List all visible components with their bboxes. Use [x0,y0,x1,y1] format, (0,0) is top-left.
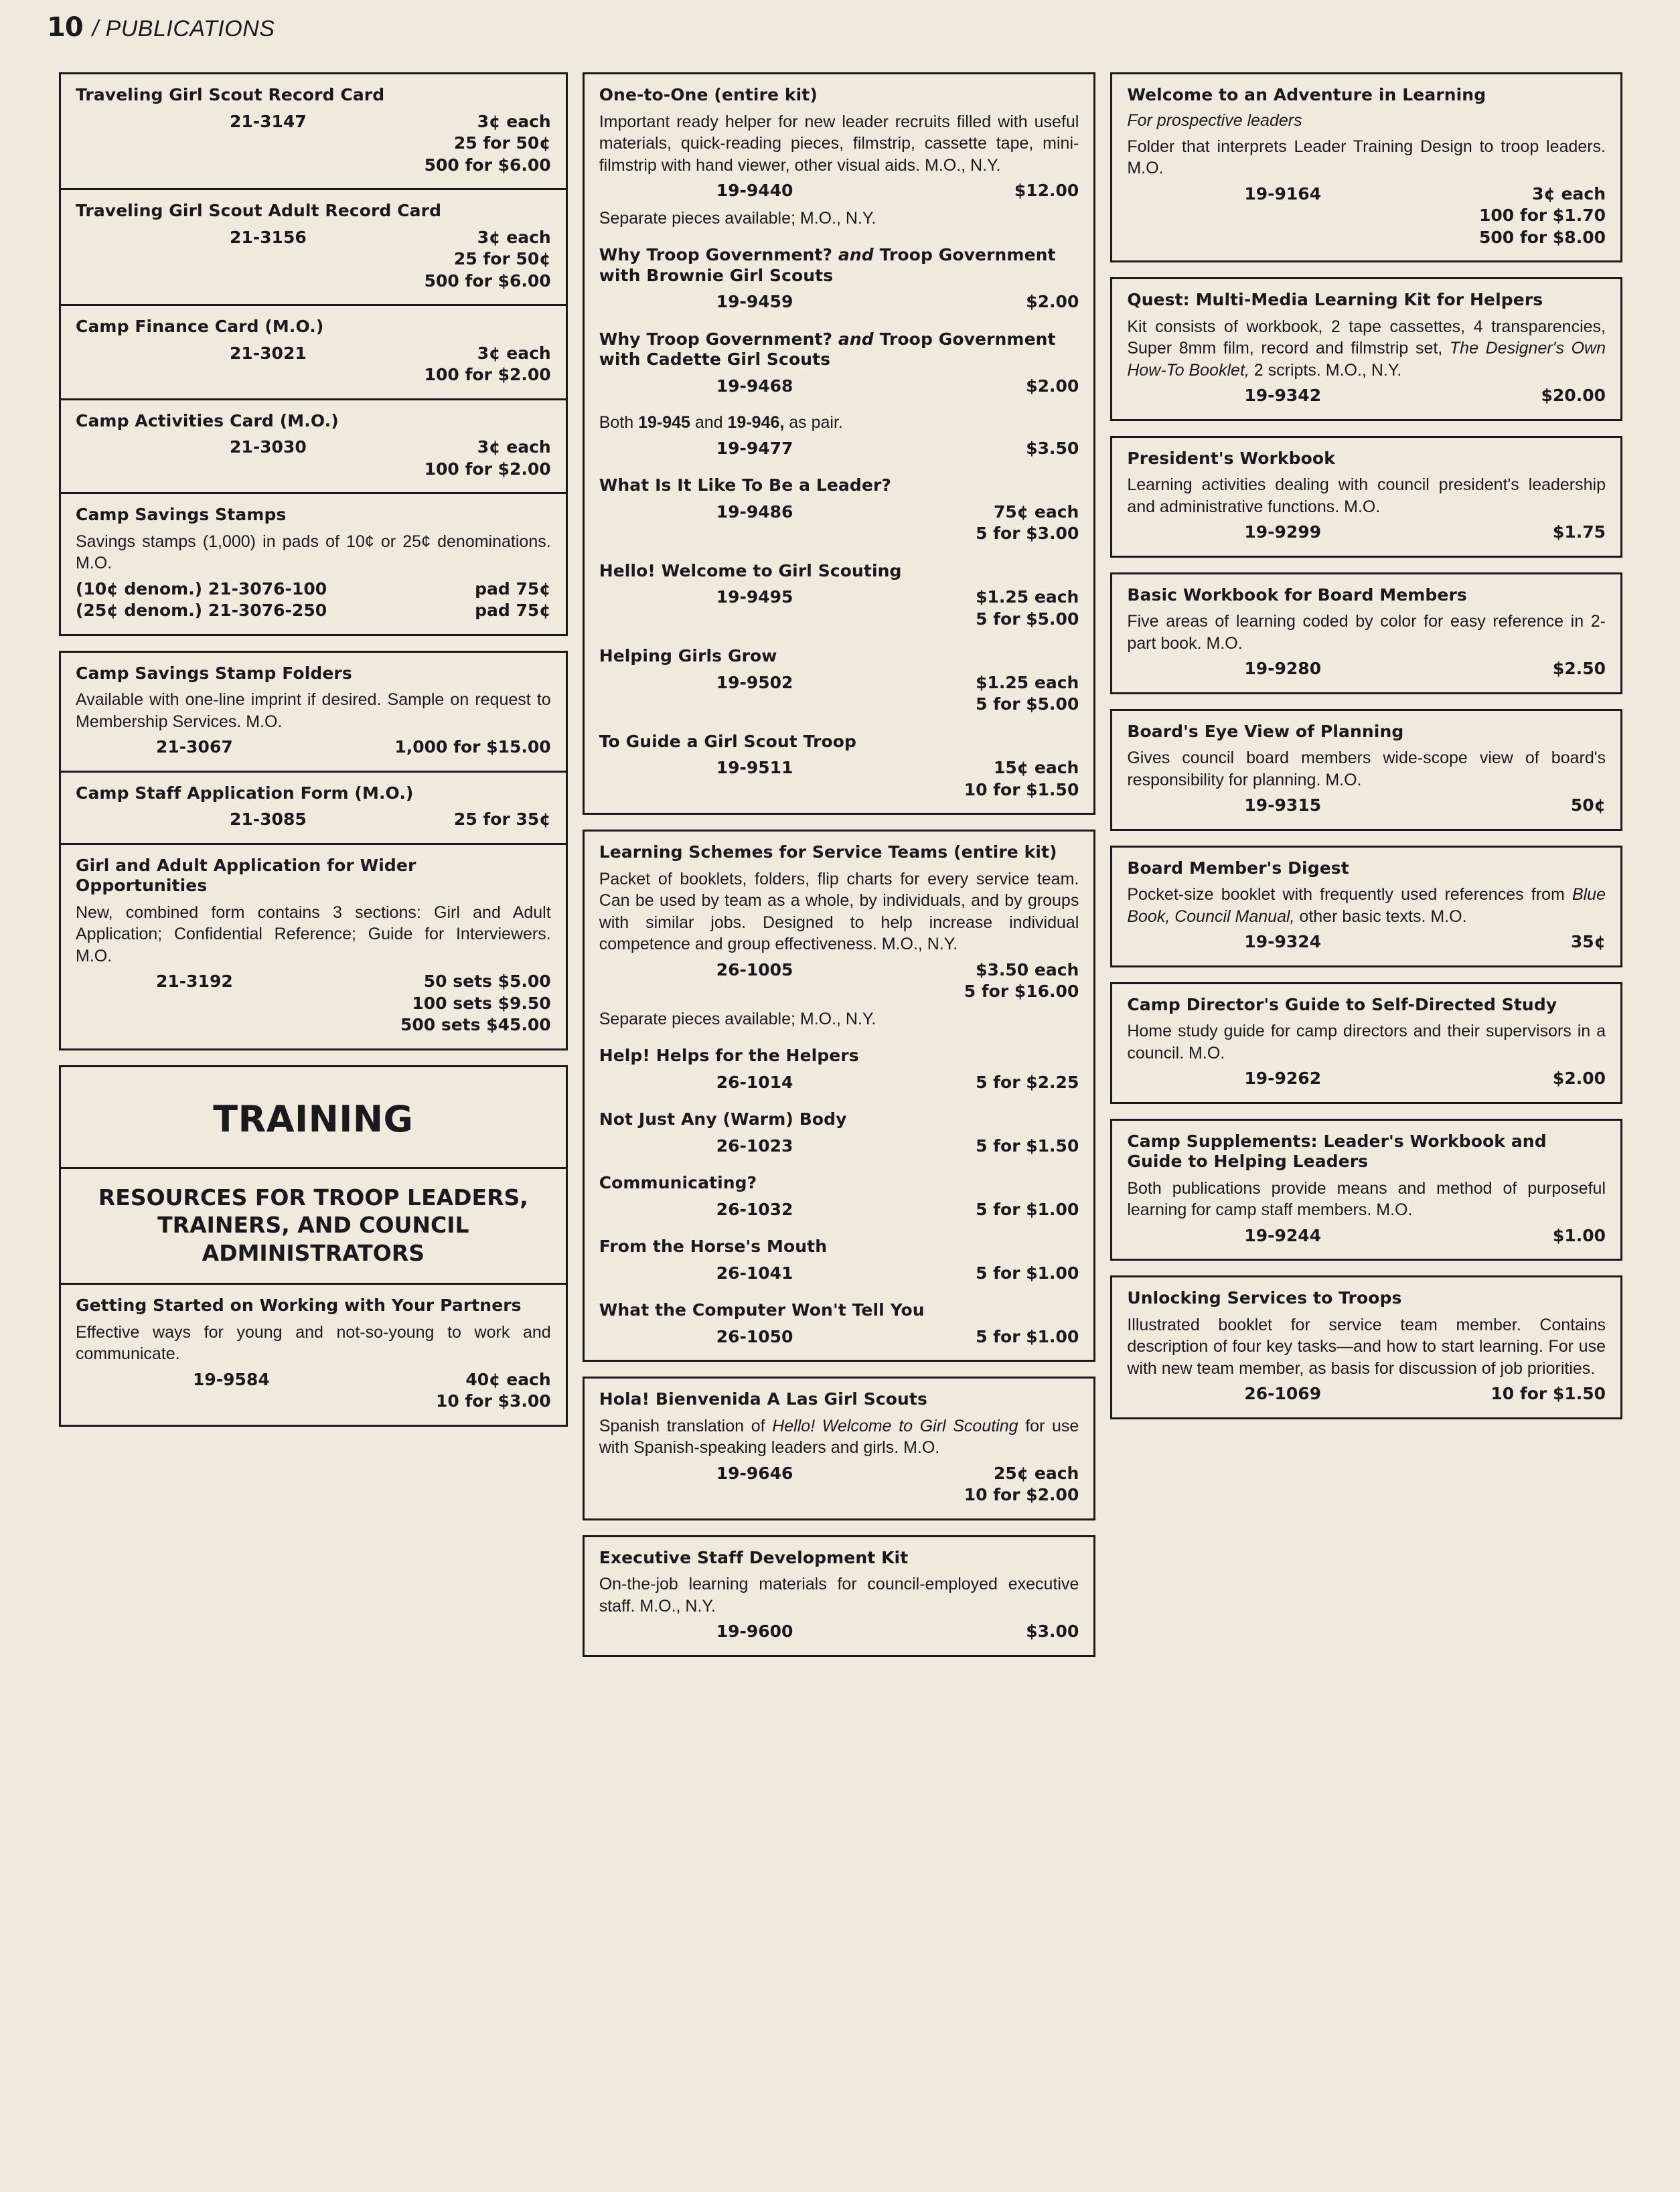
entry-title: Board's Eye View of Planning [1127,721,1404,741]
item-price: $2.00 [1026,292,1079,311]
entry-title: Traveling Girl Scout Record Card [76,85,385,104]
right-column [1110,72,1622,1657]
price-block [599,1263,1079,1285]
entry-description: Folder that interprets Leader Training Design to troop leaders. M.O. [1127,137,1606,177]
entry-traveling-record-card [61,74,566,188]
entry-title: Girl and Adult Application for Wider Opportunities [76,855,416,895]
item-code: 19-9262 [1244,1069,1322,1088]
item-price: 5 for $1.00 [976,1326,1079,1346]
item-code: 19-9299 [1244,522,1322,542]
entry-help-helps-for-the-helpers [585,1042,1094,1105]
entry-title: Hello! Welcome to Girl Scouting [599,560,902,580]
price-block [76,809,551,831]
price-block [599,1463,1079,1506]
entry-description: Gives council board members wide-scope view of board's responsibility for planning. M.O. [1127,749,1606,789]
item-code: 19-9486 [716,501,793,522]
price-block [1127,183,1606,249]
entry-why-troop-government-cadette [585,325,1094,410]
price-block [1127,795,1606,817]
item-price: $1.25 each [976,672,1079,692]
item-code: 19-9280 [1244,659,1322,678]
entry-camp-finance-card [61,304,566,398]
right-group-9 [1110,1275,1622,1419]
item-price: 15¢ each [994,758,1079,777]
entry-camp-activities-card [61,398,566,493]
price-block [76,971,551,1036]
mid-group-3 [583,1377,1096,1520]
entry-unlocking-services-to-troops [1112,1277,1620,1417]
item-code: 26-1005 [716,959,793,980]
price-block [1127,1383,1606,1405]
price-block [599,586,1079,630]
entry-description: Both publications provide means and method of purposeful learning for camp staff members. M.O. [1127,1178,1606,1219]
item-code: 19-9459 [716,292,793,311]
mid-group-1 [583,72,1096,815]
right-group-7 [1110,982,1622,1104]
page-title: / PUBLICATIONS [92,16,275,42]
item-code: 19-9342 [1244,386,1322,405]
middle-column [583,72,1096,1657]
item-price: $1.75 [1552,522,1606,542]
item-price: 5 for $16.00 [964,982,1079,1001]
entry-title: Quest: Multi-Media Learning Kit for Helpers [1127,290,1543,309]
item-code: 26-1050 [716,1326,793,1346]
item-code: 19-9600 [716,1622,793,1641]
entry-subtitle: For prospective leaders [1127,110,1302,130]
item-code: 21-3085 [230,809,307,829]
item-price: 25¢ each [994,1463,1079,1483]
price-block [76,111,551,177]
columns-container [59,72,1622,1657]
item-price: 500 sets $45.00 [400,1015,551,1034]
item-price: 5 for $1.00 [976,1199,1079,1219]
item-price: 10 for $2.00 [964,1485,1079,1504]
entry-title: What Is It Like To Be a Leader? [599,475,891,495]
item-price: $3.00 [1026,1622,1079,1641]
item-code: 19-9244 [1244,1225,1322,1245]
price-block [1127,658,1606,680]
entry-presidents-workbook [1112,438,1620,556]
entry-description: Kit consists of workbook, 2 tape cassettes, 4 transparencies, Super 8mm film, record and filmstrip set, The Designer's Own How-To Booklet, 2 scripts. M.O., N.Y. [1127,317,1606,380]
item-code: 26-1023 [716,1136,793,1156]
item-code: 19-9511 [716,758,793,777]
item-code: 19-9495 [716,587,793,607]
item-code: 21-3156 [230,227,307,247]
entry-what-the-computer-wont-tell-you [585,1296,1094,1360]
entry-note: Separate pieces available; M.O., N.Y. [599,1009,876,1028]
entry-from-the-horses-mouth [585,1233,1094,1296]
item-price: 10 for $1.50 [964,779,1079,799]
item-price: 3¢ each [477,111,551,131]
item-code: 26-1032 [716,1199,793,1219]
mid-group-4 [583,1535,1096,1657]
item-code: 21-3030 [230,437,307,457]
entry-helping-girls-grow [585,642,1094,728]
item-code: (10¢ denom.) 21-3076-100 [76,578,327,599]
entry-note: Both 19-945 and 19-946, as pair. [599,413,843,432]
price-block [599,1326,1079,1348]
item-price: 25 for 35¢ [453,809,551,829]
price-block [599,1072,1079,1094]
item-price: 5 for $2.25 [976,1072,1079,1092]
price-block [76,578,551,622]
item-code: 19-9502 [716,672,793,692]
item-price: 25 for 50¢ [453,249,551,268]
item-price: 5 for $5.00 [976,694,1079,714]
item-price: $1.00 [1552,1225,1606,1245]
entry-title: Board Member's Digest [1127,858,1349,878]
item-code: 21-3147 [230,111,307,131]
item-price: 100 for $2.00 [424,459,551,479]
item-code: 21-3067 [156,737,233,757]
entry-title: Camp Supplements: Leader's Workbook and Guide to Helping Leaders [1127,1131,1547,1171]
left-group-3 [59,1065,568,1427]
entry-title: What the Computer Won't Tell You [599,1300,925,1320]
entry-camp-directors-guide [1112,984,1620,1102]
item-price: $20.00 [1541,386,1606,405]
entry-hola-bienvenida [585,1379,1094,1518]
mid-group-2 [583,830,1096,1362]
item-price: $2.50 [1552,659,1606,678]
right-group-2 [1110,277,1622,421]
entry-description: Learning activities dealing with council president's leadership and administrative functions. M.O. [1127,475,1606,516]
entry-troop-government-pair [585,409,1094,471]
price-block [599,959,1079,1003]
entry-title: Not Just Any (Warm) Body [599,1109,847,1129]
item-price: 5 for $3.00 [976,524,1079,543]
entry-one-to-one-kit [585,74,1094,241]
price-block [1127,1225,1606,1247]
entry-description: Pocket-size booklet with frequently used references from Blue Book, Council Manual, other basic texts. M.O. [1127,885,1606,926]
entry-getting-started-working-partners [61,1283,566,1425]
entry-title: Welcome to an Adventure in Learning [1127,85,1486,104]
page-header [47,12,275,43]
item-code: 19-9646 [716,1463,793,1483]
price-block [1127,1068,1606,1090]
item-price: pad 75¢ [475,578,551,599]
entry-traveling-adult-record-card [61,188,566,304]
item-price: 100 for $2.00 [424,365,551,384]
item-price: 40¢ each [465,1369,551,1389]
right-group-1 [1110,72,1622,262]
item-code: 19-9324 [1244,932,1322,951]
entry-hello-welcome-girl-scouting [585,557,1094,643]
price-block [599,501,1079,545]
entry-description: Savings stamps (1,000) in pads of 10¢ or 25¢ denominations. M.O. [76,532,551,572]
price-block [599,438,1079,460]
section-resources-heading [61,1167,566,1283]
item-price: 75¢ each [994,501,1079,522]
item-price: 3¢ each [477,227,551,247]
price-block [1127,931,1606,953]
left-group-1 [59,72,568,636]
entry-title: Basic Workbook for Board Members [1127,584,1467,605]
item-price: $2.00 [1552,1069,1606,1088]
entry-board-members-digest [1112,848,1620,965]
entry-description: Five areas of learning coded by color for easy reference in 2-part book. M.O. [1127,612,1606,653]
item-price: 3¢ each [477,343,551,363]
item-code: 19-9584 [193,1369,270,1389]
entry-learning-schemes-service-teams [585,832,1094,1042]
entry-title: Unlocking Services to Troops [1127,1288,1402,1308]
entry-title: Traveling Girl Scout Adult Record Card [76,201,442,220]
price-block [599,672,1079,716]
item-price: $1.25 each [976,587,1079,607]
entry-title: President's Workbook [1127,448,1335,468]
left-column [59,72,568,1657]
entry-why-troop-government-brownie [585,241,1094,325]
price-block [599,180,1079,202]
item-code: 19-9477 [716,438,793,458]
item-code: 26-1014 [716,1072,793,1092]
item-price: 100 sets $9.50 [412,993,551,1013]
item-price: $3.50 [1026,438,1079,458]
price-block [599,1199,1079,1221]
price-block [76,1369,551,1413]
section-training [61,1067,566,1167]
entry-title: Why Troop Government? and Troop Government with Cadette Girl Scouts [599,329,1056,369]
item-price: 100 for $1.70 [1478,206,1606,225]
right-group-4 [1110,572,1622,694]
item-code: 26-1041 [716,1263,793,1283]
item-code: 21-3192 [156,971,233,991]
item-price: 10 for $3.00 [436,1391,551,1411]
entry-title: Camp Director's Guide to Self-Directed Study [1127,994,1557,1014]
entry-title: Learning Schemes for Service Teams (entire kit) [599,842,1057,862]
item-code: (25¢ denom.) 21-3076-250 [76,601,327,620]
price-block [599,376,1079,398]
price-block [1127,385,1606,407]
item-price: 3¢ each [477,437,551,457]
entry-title: Executive Staff Development Kit [599,1547,909,1567]
price-block [599,291,1079,313]
entry-not-just-any-warm-body [585,1105,1094,1169]
entry-title: Camp Savings Stamp Folders [76,663,352,683]
entry-title: Getting Started on Working with Your Partners [76,1296,522,1316]
entry-title: Help! Helps for the Helpers [599,1046,859,1065]
training-heading: TRAINING [213,1097,414,1140]
left-group-2 [59,651,568,1050]
item-price: 10 for $1.50 [1491,1384,1606,1403]
item-code: 19-9315 [1244,795,1322,815]
item-price: 500 for $6.00 [424,270,551,291]
item-code: 19-9164 [1244,183,1322,204]
entry-title: From the Horse's Mouth [599,1237,828,1256]
entry-title: Camp Staff Application Form (M.O.) [76,783,414,803]
item-price: 50 sets $5.00 [423,971,551,991]
item-price: 5 for $5.00 [976,609,1079,629]
entry-wider-opportunities-application [61,843,566,1048]
entry-camp-savings-stamp-folders [61,653,566,771]
entry-title: To Guide a Girl Scout Troop [599,731,857,751]
entry-quest-multimedia-kit [1112,279,1620,419]
entry-title: Helping Girls Grow [599,646,777,666]
entry-executive-staff-development-kit [585,1537,1094,1655]
item-code: 21-3021 [230,343,307,363]
item-price: pad 75¢ [475,601,551,620]
item-code: 19-9468 [716,376,793,396]
resources-heading: RESOURCES FOR TROOP LEADERS, TRAINERS, AND COUNCIL ADMINISTRATORS [98,1184,528,1266]
item-code: 26-1069 [1244,1384,1322,1403]
item-price: 25 for 50¢ [453,133,551,153]
entry-title: Camp Activities Card (M.O.) [76,410,339,430]
entry-what-is-it-like-to-be-a-leader [585,471,1094,557]
item-price: $2.00 [1026,376,1079,396]
item-price: 50¢ [1570,795,1606,815]
entry-camp-supplements [1112,1121,1620,1259]
item-price: 500 for $8.00 [1478,227,1606,247]
item-price: 3¢ each [1532,183,1606,204]
item-price: 500 for $6.00 [424,155,551,175]
entry-description: Spanish translation of Hello! Welcome to Girl Scouting for use with Spanish-speaking leaders and girls. M.O. [599,1416,1079,1457]
right-group-6 [1110,846,1622,967]
item-price: $12.00 [1014,181,1079,200]
entry-to-guide-a-girl-scout-troop [585,728,1094,813]
entry-camp-savings-stamps [61,492,566,634]
entry-title: One-to-One (entire kit) [599,85,818,104]
item-price: 5 for $1.00 [976,1263,1079,1283]
price-block [76,227,551,293]
entry-title: Communicating? [599,1173,757,1192]
entry-description: Home study guide for camp directors and their supervisors in a council. M.O. [1127,1022,1606,1063]
item-price: $3.50 each [976,959,1079,980]
entry-description: Illustrated booklet for service team member. Contains description of four key tasks—and how to start learning. For use with new team member, as basis for discussion of job priorities. [1127,1315,1606,1378]
entry-boards-eye-view-planning [1112,711,1620,829]
item-price: 1,000 for $15.00 [394,737,551,757]
entry-title: Why Troop Government? and Troop Government with Brownie Girl Scouts [599,245,1056,285]
price-block [76,736,551,759]
entry-description: Important ready helper for new leader recruits filled with useful materials, quick-reading pieces, filmstrip, cassette tape, mini-filmstrip with hand viewer, other visual aids. M.O., N.Y. [599,112,1079,175]
entry-basic-workbook-board-members [1112,574,1620,692]
entry-welcome-adventure-in-learning [1112,74,1620,260]
item-code: 19-9440 [716,181,793,200]
entry-description: New, combined form contains 3 sections: Girl and Adult Application; Confidential Reference; Guide for Interviewers. M.O. [76,903,551,965]
entry-description: Packet of booklets, folders, flip charts for every service team. Can be used by team as a whole, by individuals, and by groups with similar jobs. Designed to help increase individual competence and group effectiveness. M.O., N.Y. [599,869,1079,953]
right-group-8 [1110,1119,1622,1261]
entry-description: On-the-job learning materials for council-employed executive staff. M.O., N.Y. [599,1575,1079,1616]
price-block [1127,522,1606,544]
entry-communicating [585,1169,1094,1233]
item-price: 5 for $1.50 [976,1136,1079,1156]
item-price: 35¢ [1570,932,1606,951]
page-number: 10 [47,12,83,43]
entry-note: Separate pieces available; M.O., N.Y. [599,208,876,228]
entry-title: Hola! Bienvenida A Las Girl Scouts [599,1389,927,1409]
entry-description: Effective ways for young and not-so-young to work and communicate. [76,1322,551,1364]
entry-title: Camp Savings Stamps [76,505,287,524]
price-block [599,1621,1079,1643]
price-block [76,437,551,480]
price-block [599,1136,1079,1158]
price-block [76,343,551,386]
entry-description: Available with one-line imprint if desired. Sample on request to Membership Services. M.O. [76,690,551,731]
price-block [599,757,1079,801]
right-group-5 [1110,709,1622,831]
right-group-3 [1110,436,1622,558]
entry-title: Camp Finance Card (M.O.) [76,317,324,336]
entry-camp-staff-application-form [61,771,566,843]
